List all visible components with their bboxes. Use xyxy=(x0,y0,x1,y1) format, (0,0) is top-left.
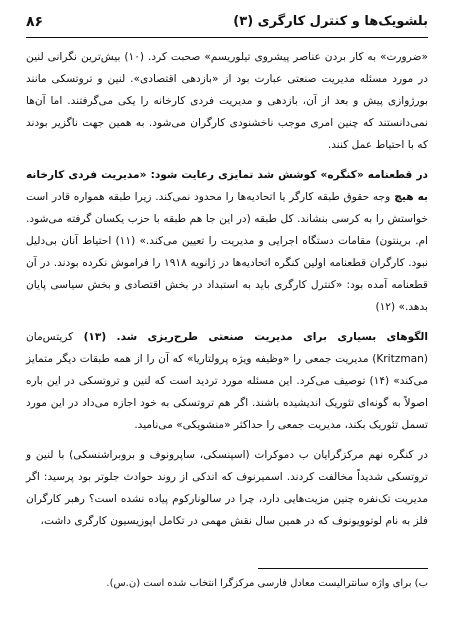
paragraph-4-text: در کنگره نهم مرکزگرایان ب دموکرات (اسپنسکی، ساپرونوف و بروبراشنسکی) با لنین و تروتسکی شدیداً مخالفت کردند. اسمیرنوف که اندکی از روند حوادث جلوتر بود پرسید: اگر مدیریت تک‌نفره چنین مزیت‌هایی دارد، چرا در سالونارکوم پیاده نشده است؟ رهبر کارگران فلز به نام لوتوویونوف که در همین سال نقش مهمی در تکامل اپوزیسیون کارگری داشت، xyxy=(26,449,428,527)
body-text xyxy=(26,46,428,532)
footnote-rule xyxy=(258,568,428,569)
header-rule xyxy=(26,37,428,38)
page-number: ۸۶ xyxy=(26,14,44,30)
paragraph-2-text: وجه حقوق طبقه کارگر یا اتحادیه‌ها را محدود نمی‌کند. زیرا طبقه همواره قادر است خواستش را به کرسی بنشاند. کل طبقه (در این جا هم طبقه با حزب یکسان گرفته می‌شود. ام. برینتون) مقامات دستگاه اجرایی و مدیریت را تعیین می‌کند.» (۱۱) احتیاط آنان بی‌دلیل نبود. کارگران قطعنامه اولین کنگره اتحادیه‌ها در ژانویه ۱۹۱۸ را فراموش نکرده بودند. در آن قطعنامه آمده بود: «کنترل کارگری باید به استبداد در بخش اقتصادی و بخش سیاسی پایان بدهد.» (۱۲) xyxy=(26,191,428,313)
paragraph-3-text: کریتس‌مان (Kritzman) مدیریت جمعی را «وظیفه ویژه پرولتاریا» که آن را از همه طبقات دیگر متمایز می‌کند» (۱۴) توصیف می‌کرد. این مسئله مورد تردید است که لنین و تروتسکی در این باره اصولاً به گونه‌ای تئوریک اندیشیده باشند. اگر هم تروتسکی به خود اجازه می‌داد در این مورد تسمل تئوریک بکند، مدیریت جمعی را حداکثر «منشویکی» می‌نامید. xyxy=(26,331,428,431)
page-header xyxy=(26,10,428,38)
paragraph-2 xyxy=(26,164,428,318)
paragraph-3-lead: الگوهای بسیاری برای مدیریت صنعتی طرح‌ریزی شد. (۱۳) xyxy=(73,331,428,343)
paragraph-3 xyxy=(26,326,428,436)
paragraph-1 xyxy=(26,46,428,156)
footnote-text: برای واژه سانترالیست معادل فارسی مرکزگرا انتخاب شده است (ن.س). xyxy=(106,578,412,589)
running-title: بلشویک‌ها و کنترل کارگری (۳) xyxy=(233,14,428,29)
footnote xyxy=(80,574,428,594)
footnote-marker: ب) xyxy=(414,578,428,589)
paragraph-2-lead: در قطعنامه «کنگره» کوشش شد تمایزی رعایت شود: «مدیریت فردی کارخانه به هیچ xyxy=(26,169,429,203)
paragraph-1-text: «ضرورت» به کار بردن عناصر پیشروی تیلوریسم» صحبت کرد. (۱۰) بیش‌ترین نگرانی لنین در مورد مسئله مدیریت صنعتی عبارت بود از «بازدهی اقتصادی». لنین و تروتسکی مانند بورژوازی پیش و بعد از آن، بازدهی و مدیریت فردی کارخانه را یکی می‌گرفتند. اما آن‌ها نمی‌دانستند که چنین امری موجب ناخشنودی کارگران می‌شود. به همین جهت ناگزیر بودند که با احتیاط عمل کنند. xyxy=(26,51,428,151)
paragraph-4 xyxy=(26,444,428,532)
